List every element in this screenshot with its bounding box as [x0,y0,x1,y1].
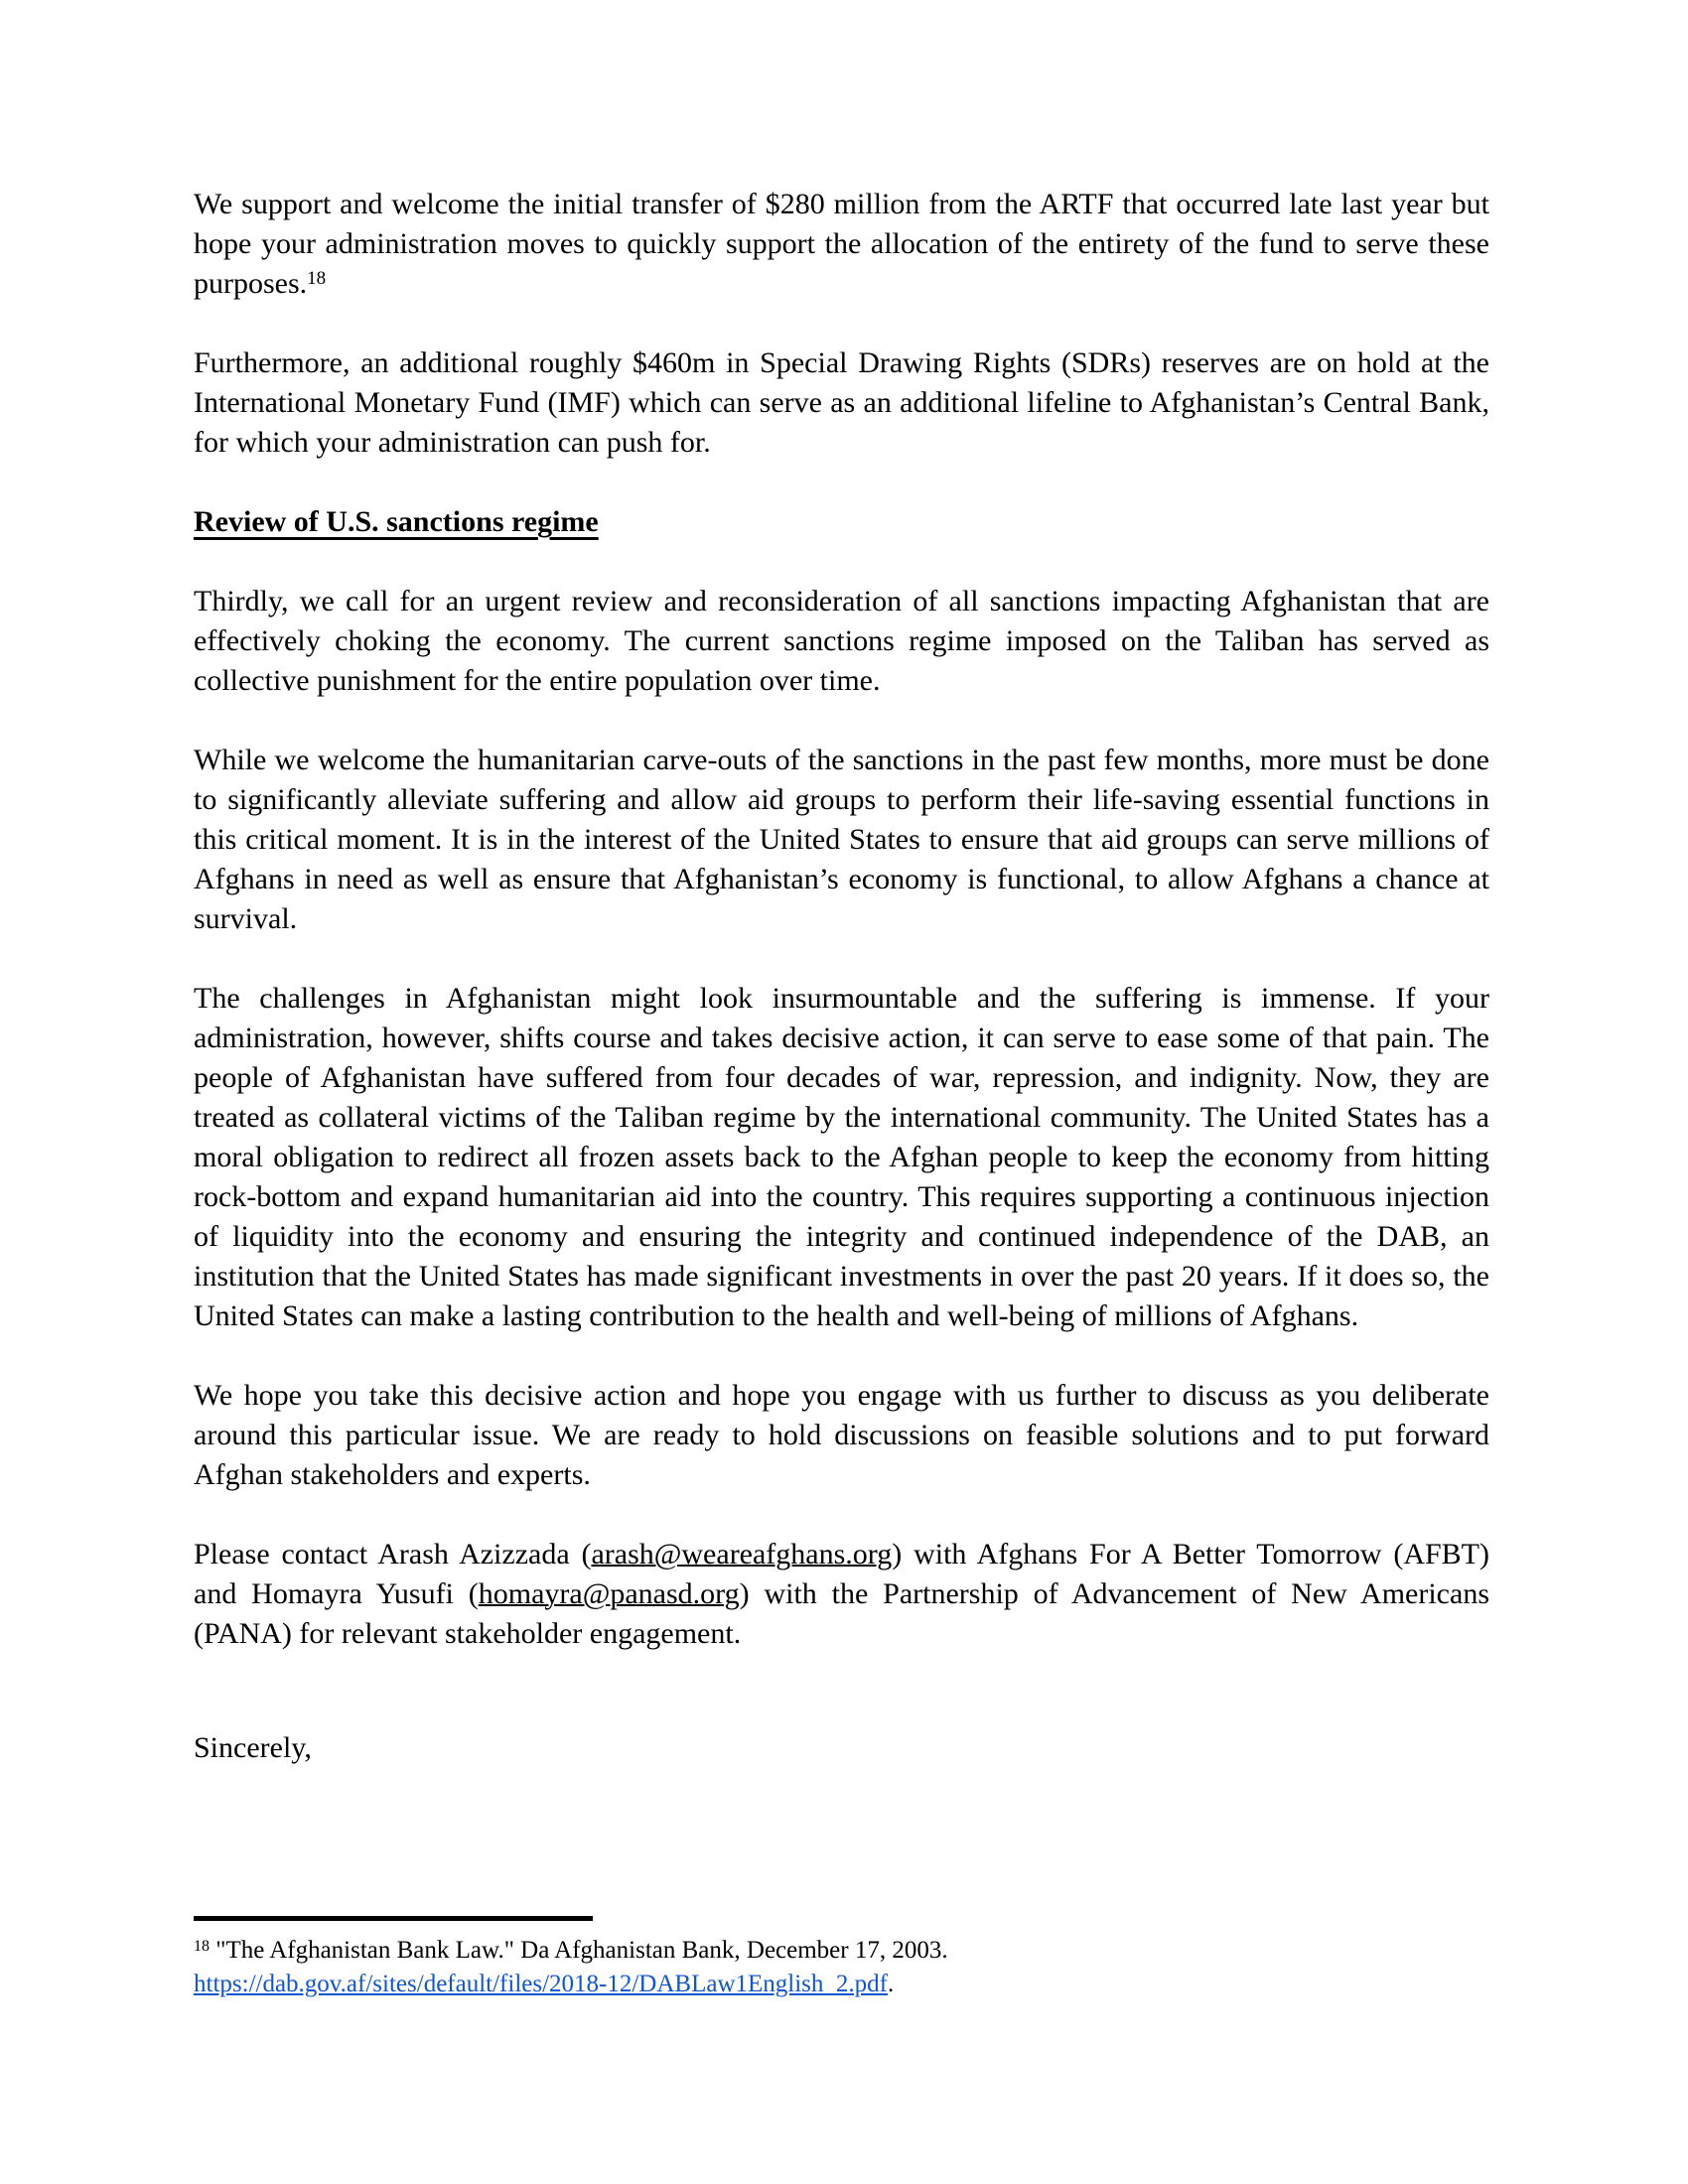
footnote-separator-rule [194,1916,593,1921]
footnote-period: . [887,1971,895,1997]
footnote-reference-18: 18 [307,268,327,289]
footnote-citation: "The Afghanistan Bank Law." Da Afghanistan Bank, December 17, 2003. [210,1937,948,1964]
paragraph-moral-obligation: The challenges in Afghanistan might look insurmountable and the suffering is immense. If your administration, however, shifts course and takes decisive action, it can serve to ease some of that pain. The people of Afghanistan have suffered from four decades of war, repression, and indignity. Now, they are treated as collateral victims of the Taliban regime by the international community. The United States has a moral obligation to redirect all frozen assets back to the Afghan people to keep the economy from hitting rock-bottom and expand humanitarian aid into the country. This requires supporting a continuous injection of liquidity into the economy and ensuring the integrity and continued independence of the DAB, an institution that the United States has made significant investments in over the past 20 years. If it does so, the United States can make a lasting contribution to the health and well-being of millions of Afghans. [194,982,1489,1332]
email-link-homayra[interactable]: homayra@panasd.org [478,1577,740,1610]
email-link-arash[interactable]: arash@weareafghans.org [591,1538,893,1570]
contact-text-post: ) with the Partnership of Advancement of New Americans (PANA) for relevant stakeholder engagement. [194,1577,1489,1650]
footnote-area [194,1916,1489,2001]
paragraph-text: We support and welcome the initial transfer of $280 million from the ARTF that occurred late last year but hope your administration moves to quickly support the allocation of the entirety of the fund to serve these purposes. [194,188,1489,300]
footnote-url-link[interactable]: https://dab.gov.af/sites/default/files/2018-12/DABLaw1English_2.pdf [194,1971,888,1997]
footnote-18 [194,1934,1489,2001]
paragraph-artf-transfer [194,185,1489,304]
footnote-marker-18: 18 [194,1938,210,1955]
contact-text-mid: ) with Afghans For A Better Tomorrow (AFBT) and Homayra Yusufi ( [194,1538,1489,1610]
paragraph-humanitarian-carveouts: While we welcome the humanitarian carve-outs of the sanctions in the past few months, more must be done to significantly alleviate suffering and allow aid groups to perform their life-saving essential functions in this critical moment. It is in the interest of the United States to ensure that aid groups can serve millions of Afghans in need as well as ensure that Afghanistan’s economy is functional, to allow Afghans a chance at survival. [194,744,1489,935]
closing-sincerely: Sincerely, [194,1731,312,1764]
paragraph-sanctions-review-call: Thirdly, we call for an urgent review and reconsideration of all sanctions impacting Afghanistan that are effectively choking the economy. The current sanctions regime imposed on the Taliban has served as collective punishment for the entire population over time. [194,585,1489,697]
contact-text-pre: Please contact Arash Azizzada ( [194,1538,592,1570]
paragraph-contact-info [194,1535,1489,1654]
section-heading-sanctions-review: Review of U.S. sanctions regime [194,505,599,538]
paragraph-engagement-offer: We hope you take this decisive action and hope you engage with us further to discuss as you deliberate around this particular issue. We are ready to hold discussions on feasible solutions and to put forward Afghan stakeholders and experts. [194,1379,1489,1491]
letter-body [194,185,1489,1808]
paragraph-sdr-reserves: Furthermore, an additional roughly $460m in Special Drawing Rights (SDRs) reserves are on hold at the International Monetary Fund (IMF) which can serve as an additional lifeline to Afghanistan’s Central Bank, for which your administration can push for. [194,346,1489,459]
